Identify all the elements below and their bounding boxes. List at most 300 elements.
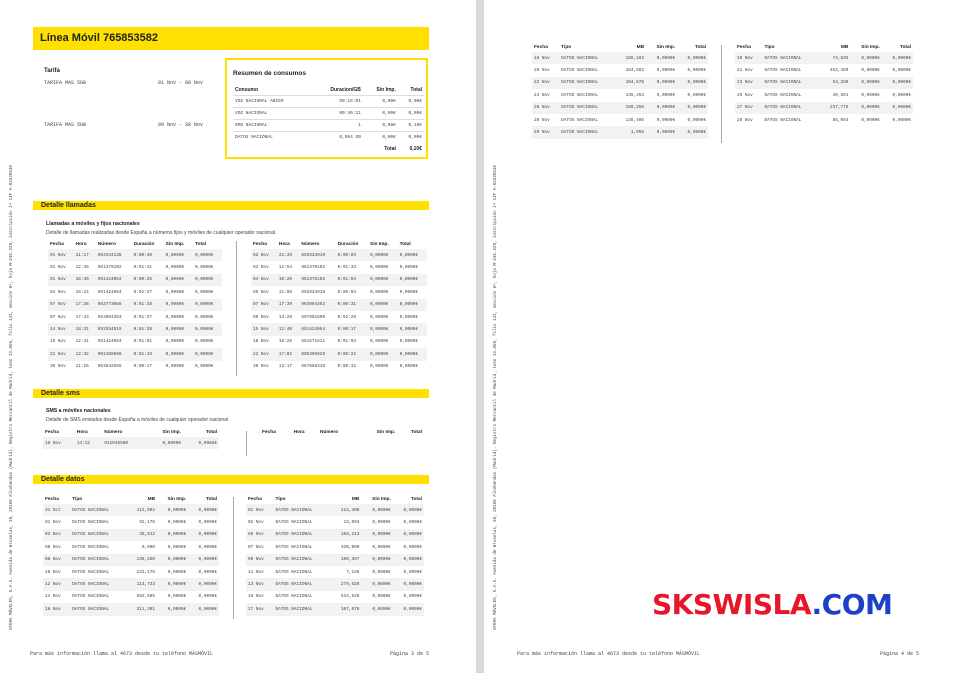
column-header: Sin Imp. (165, 242, 185, 247)
table-cell: 7,238 (346, 569, 360, 575)
table-cell: 0,0000€ (403, 544, 422, 550)
table-cell: 0,0000€ (157, 603, 188, 615)
table-cell: 0,0000€ (157, 578, 188, 590)
table-cell: 92,170 (139, 520, 156, 526)
table-cell: 0,0000€ (164, 323, 193, 335)
table-row (735, 77, 913, 89)
sms-table-right (260, 428, 424, 437)
column-header: Número (301, 242, 320, 247)
table-cell: 0:00:32 (337, 364, 357, 370)
table-cell: 13,094 (343, 520, 360, 526)
table-row (735, 114, 913, 126)
table-cell: DATOS NACIONAL (273, 603, 330, 615)
resumen-title: Resumen de consumos (233, 70, 306, 77)
table-cell: DATOS NACIONAL (764, 68, 802, 74)
table-cell: 01 Nov (246, 504, 273, 516)
table-row (48, 286, 222, 298)
table-cell: 14:12 (75, 437, 103, 449)
table-cell: 0:00:17 (336, 323, 368, 335)
resumen-row (233, 132, 424, 144)
table-cell: 15 Nov (50, 339, 66, 345)
table-cell: 0,0000€ (677, 102, 708, 114)
table-row (735, 52, 913, 64)
table-cell: 36,912 (126, 529, 157, 541)
table-row (246, 591, 424, 603)
table-cell: 534,529 (340, 594, 360, 600)
datos-divider (721, 45, 722, 143)
table-cell: 0:00:04 (337, 289, 357, 295)
resumen-cell: 1 (311, 120, 363, 132)
table-cell: 0,0000€ (193, 274, 222, 286)
table-cell: 0,0000€ (194, 339, 214, 345)
table-cell: 30 Nov (253, 364, 269, 370)
resumen-header: Consumo (235, 86, 259, 93)
table-cell: 0,0000€ (194, 314, 214, 320)
table-cell: 912048500 (102, 437, 146, 449)
table-cell: DATOS NACIONAL (561, 68, 599, 74)
table-cell: DATOS NACIONAL (275, 544, 313, 550)
table-cell: 0,0000€ (198, 569, 217, 575)
table-row (43, 529, 219, 541)
table-cell: 18 Nov (43, 437, 75, 449)
table-cell: 0,0000€ (646, 77, 677, 89)
table-cell: 0,0000€ (368, 323, 398, 335)
table-cell: 0,0000€ (892, 92, 911, 98)
table-cell: 0,0000€ (393, 529, 424, 541)
datos-table-right (735, 43, 913, 126)
table-cell: 13:29 (278, 314, 293, 320)
table-row (43, 541, 219, 553)
table-cell: 12:40 (277, 323, 299, 335)
sms-description: Detalle de SMS enviados desde España a móviles de cualquier operador nacional (46, 417, 229, 423)
table-cell: 0,0000€ (399, 339, 419, 345)
table-cell: 963642685 (97, 364, 122, 370)
table-cell: 0,0000€ (167, 569, 187, 575)
column-header: MB (636, 45, 645, 50)
table-row (48, 323, 222, 335)
table-row (43, 603, 219, 615)
table-cell: 0,0000€ (361, 504, 392, 516)
table-cell: 0,0000€ (165, 364, 185, 370)
table-cell: 08 Nov (43, 554, 70, 566)
column-header: Total (194, 242, 207, 247)
table-cell: 17:38 (74, 299, 96, 311)
table-cell: DATOS NACIONAL (273, 578, 330, 590)
datos-table-right (246, 495, 424, 616)
table-cell: DATOS NACIONAL (559, 126, 615, 138)
table-cell: 0,0000€ (892, 117, 911, 123)
table-row (48, 336, 222, 348)
llamadas-divider (236, 241, 237, 376)
column-header: Total (410, 497, 422, 502)
table-cell: 692934919 (301, 289, 326, 295)
table-cell: 0,0000€ (850, 52, 881, 64)
table-cell: 0,0000€ (188, 554, 219, 566)
legal-sidebar-text: XFERA MÓVILES, S.A.U. Avenida de Bruselas, 38, 28108 Alcobendas (Madrid). Registro Mercantil de Madrid, tomo 14.859, folio 141, sección 8ª, hoja M-246.229, inscripción 1ª CIF A-82528548 (10, 165, 14, 630)
table-cell: 12 Nov (43, 578, 70, 590)
table-cell: 0,0000€ (372, 544, 391, 550)
table-cell: 691424064 (299, 323, 335, 335)
table-row (246, 516, 424, 528)
table-cell: 0,0000€ (194, 289, 214, 295)
resumen-total-row (233, 143, 424, 154)
table-cell: DATOS NACIONAL (764, 117, 802, 123)
table-row (48, 299, 222, 311)
table-row (48, 249, 222, 261)
watermark-part-2: .COM (811, 588, 893, 621)
table-cell: 0,0000€ (398, 323, 427, 335)
footer-info: Para más información llama al 4673 desde tu teléfono MÁSMÓVIL (30, 651, 214, 657)
section-bar-datos (33, 475, 429, 484)
table-cell: 0,0000€ (882, 77, 913, 89)
table-cell: DATOS NACIONAL (70, 504, 126, 516)
tarifa-period-2: 09 Nov - 30 Nov (158, 122, 204, 128)
table-cell: 0:01:04 (336, 274, 368, 286)
column-header: Número (104, 430, 123, 435)
table-cell: 108,213 (330, 529, 361, 541)
column-header: MB (147, 497, 156, 502)
section-bar-sms (33, 389, 429, 398)
table-row (43, 591, 219, 603)
table-cell: 0,0000€ (165, 339, 185, 345)
table-cell: 18:31 (74, 323, 96, 335)
column-header: Sin Imp. (162, 430, 181, 435)
table-cell: 0,0000€ (677, 52, 708, 64)
column-header: Fecha (50, 242, 64, 247)
table-cell: 12:45 (75, 265, 89, 271)
table-cell: 0:01:33 (337, 265, 357, 271)
table-cell: 0,0000€ (167, 520, 187, 526)
table-cell: 74,635 (819, 52, 850, 64)
table-cell: 11 Nov (248, 569, 264, 575)
table-cell: 0:00:25 (132, 274, 164, 286)
table-cell: DATOS NACIONAL (70, 529, 126, 541)
table-cell: 11:26 (75, 364, 89, 370)
table-cell: 0,0000€ (370, 265, 389, 271)
table-cell: 0,0000€ (188, 504, 219, 516)
table-cell: 01 Nov (48, 274, 74, 286)
table-cell: 0:00:03 (336, 249, 368, 261)
column-header: Total (205, 430, 217, 435)
table-row (251, 311, 427, 323)
resumen-cell: 0,00€ (363, 96, 398, 108)
table-cell: 112,902 (126, 504, 157, 516)
table-cell: 963773068 (96, 299, 132, 311)
resumen-cell: 00:15:01 (311, 96, 363, 108)
column-header: Número (97, 242, 116, 247)
llamadas-table-right (251, 240, 427, 373)
table-cell: 05 Nov (246, 529, 273, 541)
table-row (251, 286, 427, 298)
table-cell: 0,0000€ (399, 364, 419, 370)
table-cell: DATOS NACIONAL (72, 544, 110, 550)
table-cell: 0,0000€ (370, 289, 389, 295)
table-cell: 0,0000€ (403, 594, 422, 600)
table-cell: 0:01:43 (132, 348, 164, 360)
table-cell: DATOS NACIONAL (275, 520, 313, 526)
table-cell: 0,0000€ (861, 117, 880, 123)
table-cell: 10 Nov (45, 569, 61, 575)
table-cell: 136,250 (126, 554, 157, 566)
table-cell: 0,0000€ (861, 92, 880, 98)
table-cell: 07 Nov (248, 544, 264, 550)
table-cell: 17:43 (75, 314, 89, 320)
tarifa-period-1: 01 Nov - 08 Nov (158, 80, 204, 86)
table-row (43, 566, 219, 578)
table-cell: 28 Nov (737, 117, 753, 123)
resumen-cell: VOZ NACIONAL (233, 108, 311, 120)
table-cell: 224,408 (330, 504, 361, 516)
table-cell: 0,0000€ (167, 594, 187, 600)
table-cell: 0,0000€ (393, 554, 424, 566)
table-cell: 0,0000€ (393, 504, 424, 516)
table-cell: DATOS NACIONAL (72, 594, 110, 600)
table-cell: 17:39 (277, 299, 299, 311)
table-cell: 18:40 (74, 274, 96, 286)
resumen-cell: 0,084 GB (311, 132, 363, 144)
table-cell: 0,0000€ (882, 52, 913, 64)
table-cell: 31 Oct (43, 504, 70, 516)
table-cell: 09 Nov (253, 314, 269, 320)
column-header: Sin Imp. (167, 497, 187, 502)
table-cell: 03 Nov (253, 265, 269, 271)
table-cell: 0,0000€ (398, 249, 427, 261)
table-cell: 0,0000€ (850, 77, 881, 89)
table-row (735, 64, 913, 76)
llamadas-table-left (48, 240, 222, 373)
table-cell: 0,0000€ (399, 265, 419, 271)
table-cell: 0,0000€ (198, 520, 217, 526)
table-cell: 01 Nov (48, 249, 74, 261)
table-cell: DATOS NACIONAL (559, 77, 615, 89)
column-header: Sin Imp. (376, 430, 396, 435)
table-cell: 04 Nov (50, 289, 66, 295)
table-row (246, 566, 424, 578)
table-cell: 961370102 (301, 265, 326, 271)
line-header-bar (33, 27, 429, 50)
column-header: MB (351, 497, 360, 502)
table-cell: 0,0000€ (370, 314, 389, 320)
table-cell: DATOS NACIONAL (559, 52, 615, 64)
table-cell: 0:01:38 (132, 323, 164, 335)
resumen-cell: DATOS NACIONAL (233, 132, 311, 144)
resumen-cell: 0,00€ (363, 132, 398, 144)
table-cell: 138,405 (625, 117, 645, 123)
table-cell: 114,733 (126, 578, 157, 590)
datos-table-left (43, 495, 219, 616)
table-cell: 22 Nov (251, 348, 277, 360)
table-cell: 0,0000€ (157, 529, 188, 541)
table-cell: 0,0000€ (646, 102, 677, 114)
table-row (735, 89, 913, 101)
tarifa-name-1: TARIFA MAS 5GB (44, 80, 87, 86)
table-row (532, 52, 708, 64)
table-cell: 0,0000€ (194, 265, 214, 271)
table-cell: 0:02:29 (337, 314, 357, 320)
table-cell: DATOS NACIONAL (561, 92, 599, 98)
table-cell: 18 Nov (532, 52, 559, 64)
table-cell: 106,397 (330, 554, 361, 566)
resumen-cell: SMS NACIONAL (233, 120, 311, 132)
table-cell: 0,0000€ (646, 126, 677, 138)
table-cell: 237,778 (819, 102, 850, 114)
table-cell: DATOS NACIONAL (72, 569, 110, 575)
table-row (251, 299, 427, 311)
table-cell: 0,0000€ (398, 299, 427, 311)
table-cell: 22 Nov (532, 77, 559, 89)
table-cell: 0,0000€ (368, 274, 398, 286)
line-title: Línea Móvil 765853582 (40, 32, 159, 44)
resumen-consumos-box (225, 58, 428, 159)
table-cell: 0,0000€ (361, 529, 392, 541)
table-cell: 06 Nov (45, 544, 61, 550)
table-cell: 01 Nov (50, 265, 66, 271)
column-header: Hora (278, 242, 290, 247)
section-title-sms: Detalle sms (41, 390, 80, 397)
table-cell: 0,0000€ (393, 603, 424, 615)
resumen-cell: 0,00€ (398, 132, 424, 144)
table-row (246, 529, 424, 541)
table-row (251, 361, 427, 373)
table-cell: 0:01:31 (133, 265, 153, 271)
resumen-cell: 0,08€ (363, 120, 398, 132)
table-cell: 667866310 (301, 364, 326, 370)
table-cell: 0,0000€ (165, 265, 185, 271)
table-cell: DATOS NACIONAL (275, 594, 313, 600)
page-number: Página 3 de 5 (390, 651, 430, 657)
resumen-cell: 0,00€ (398, 96, 424, 108)
table-cell: 0,0800€ (147, 437, 183, 449)
table-row (246, 554, 424, 566)
datos-table-left (532, 43, 708, 139)
resumen-cell: 0,00€ (398, 108, 424, 120)
table-cell: 0,0000€ (198, 594, 217, 600)
table-cell: 20 Nov (534, 68, 550, 74)
resumen-table (233, 84, 424, 154)
table-cell: 0,0000€ (370, 364, 389, 370)
table-cell: 0,0000€ (372, 569, 391, 575)
table-row (246, 541, 424, 553)
table-cell: 27 Nov (735, 102, 762, 114)
table-cell: 592,595 (136, 594, 156, 600)
table-cell: 0,0000€ (403, 520, 422, 526)
table-cell: DATOS NACIONAL (561, 117, 599, 123)
table-cell: 0,0000€ (368, 299, 398, 311)
table-cell: 0,0000€ (882, 102, 913, 114)
tarifa-label: Tarifa (44, 68, 60, 74)
llamadas-description: Detalle de llamadas realizadas desde España a números fijos y móviles de cualquier operador nacional. (46, 230, 277, 236)
table-cell: 12:41 (75, 339, 89, 345)
table-cell: 0,0000€ (656, 117, 676, 123)
column-header: Total (899, 45, 911, 50)
table-cell: 961370102 (97, 265, 122, 271)
table-cell: 0,0000€ (193, 348, 222, 360)
document-page-4 (484, 0, 960, 673)
column-header: Fecha (737, 45, 751, 50)
table-cell: 11:17 (74, 249, 96, 261)
table-row (532, 77, 708, 89)
table-cell: 0,0000€ (164, 348, 193, 360)
table-row (43, 554, 219, 566)
table-cell: 330,000 (340, 544, 360, 550)
table-row (251, 249, 427, 261)
table-row (532, 64, 708, 76)
table-cell: 15 Nov (248, 594, 264, 600)
table-cell: DATOS NACIONAL (70, 603, 126, 615)
table-row (48, 261, 222, 273)
table-cell: 189,255 (615, 102, 646, 114)
table-cell: 0:01:01 (133, 339, 153, 345)
table-cell: DATOS NACIONAL (273, 504, 330, 516)
table-cell: 21 Nov (48, 348, 74, 360)
table-cell: 104,870 (615, 77, 646, 89)
table-cell: 13 Nov (246, 578, 273, 590)
table-cell: 0:02:37 (133, 289, 153, 295)
table-cell: 0,0000€ (861, 68, 880, 74)
table-cell: 0,0968€ (183, 437, 219, 449)
datos-divider (233, 497, 234, 619)
section-bar-llamadas (33, 201, 429, 210)
table-cell: 21 Nov (737, 68, 753, 74)
table-cell: DATOS NACIONAL (559, 102, 615, 114)
table-cell: 0,0000€ (687, 92, 706, 98)
watermark-part-1: SKSWISLA (652, 588, 812, 621)
table-row (532, 89, 708, 101)
table-cell: 963904363 (299, 299, 335, 311)
table-cell: 0,0000€ (403, 569, 422, 575)
table-cell: 09 Nov (246, 554, 273, 566)
resumen-cell: 0,10€ (398, 120, 424, 132)
column-header: Fecha (253, 242, 267, 247)
table-cell: 961424064 (97, 289, 122, 295)
table-cell: 16 Nov (253, 339, 269, 345)
table-cell: DATOS NACIONAL (70, 554, 126, 566)
table-cell: 0,0000€ (370, 339, 389, 345)
table-cell: 10:20 (277, 274, 299, 286)
column-header: Hora (76, 430, 88, 435)
column-header: Hora (293, 430, 305, 435)
table-row (246, 603, 424, 615)
table-cell: 07 Nov (50, 314, 66, 320)
table-row (251, 336, 427, 348)
table-cell: 16 Nov (43, 603, 70, 615)
table-cell: 13:17 (278, 364, 293, 370)
table-row (532, 126, 708, 138)
table-cell: 0,0000€ (398, 348, 427, 360)
table-cell: 0,0000€ (656, 92, 676, 98)
table-row (48, 274, 222, 286)
column-header: Sin Imp. (370, 242, 389, 247)
watermark-logo (652, 588, 892, 621)
table-cell: 692934919 (299, 249, 335, 261)
table-cell: 963344136 (96, 249, 132, 261)
table-cell: 452,469 (829, 68, 849, 74)
table-cell: 0,0000€ (361, 578, 392, 590)
table-cell: 0,0000€ (677, 77, 708, 89)
table-row (43, 516, 219, 528)
column-header: Total (694, 45, 706, 50)
table-cell: 0,0000€ (687, 68, 706, 74)
column-header: Fecha (45, 430, 59, 435)
table-row (532, 114, 708, 126)
table-cell: 04 Nov (251, 274, 277, 286)
table-cell: 0:01:04 (337, 339, 357, 345)
table-cell: 25 Nov (737, 92, 753, 98)
table-cell: 0,0000€ (677, 126, 708, 138)
table-cell: 0,0000€ (372, 520, 391, 526)
resumen-row (233, 96, 424, 108)
table-cell: 07 Nov (251, 299, 277, 311)
